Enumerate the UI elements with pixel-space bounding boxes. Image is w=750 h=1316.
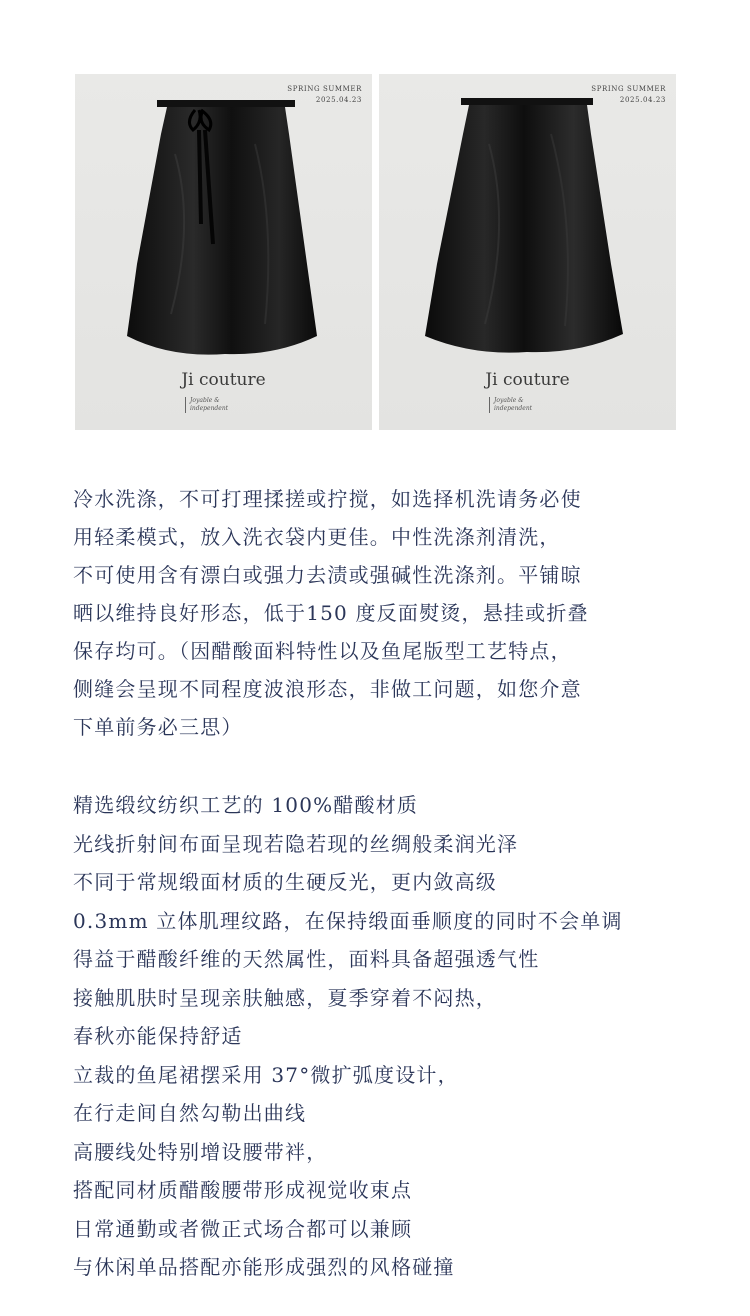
feature-line: 在行走间自然勾勒出曲线 (73, 1101, 307, 1125)
season-text: SPRING SUMMER (591, 85, 666, 93)
feature-line: 精选缎纹纺织工艺的 100%醋酸材质 (73, 793, 419, 817)
care-line: 冷水洗涤，不可打理揉搓或拧搅，如选择机洗请务必使 (73, 487, 582, 511)
feature-line: 接触肌肤时呈现亲肤触感，夏季穿着不闷热， (73, 985, 497, 1010)
product-photo-row (75, 74, 676, 430)
tagline-line-2: independent (190, 405, 229, 412)
product-photo-front-with-tie[interactable] (75, 74, 372, 430)
product-photo-front-plain[interactable] (379, 74, 676, 430)
feature-line: 高腰线处特别增设腰带袢， (73, 1139, 328, 1164)
care-line: 用轻柔模式，放入洗衣袋内更佳。中性洗涤剂清洗， (73, 525, 561, 549)
care-instructions (73, 480, 713, 746)
care-line: 下单前务必三思） (73, 715, 243, 739)
brand-logo-text: Ji couture (181, 370, 266, 390)
tagline-line-1: Joyable & (190, 397, 220, 404)
season-date: 2025.04.23 (315, 96, 362, 104)
brand-tagline (185, 397, 228, 413)
season-date: 2025.04.23 (619, 96, 666, 104)
feature-line: 搭配同材质醋酸腰带形成视觉收束点 (73, 1178, 413, 1202)
tagline-line-2: independent (494, 405, 533, 412)
brand-tagline (489, 397, 532, 413)
tagline-line-1: Joyable & (494, 397, 524, 404)
care-line: 侧缝会呈现不同程度波浪形态，非做工问题，如您介意 (73, 677, 582, 701)
care-line: 不可使用含有漂白或强力去渍或强碱性洗涤剂。平铺晾 (73, 563, 582, 587)
feature-line: 不同于常规缎面材质的生硬反光，更内敛高级 (73, 870, 497, 894)
fabric-features (73, 786, 733, 1287)
care-line: 保存均可。（因醋酸面料特性以及鱼尾版型工艺特点， (73, 639, 572, 663)
brand-logo-text: Ji couture (485, 370, 570, 390)
season-text: SPRING SUMMER (287, 85, 362, 93)
feature-line: 与休闲单品搭配亦能形成强烈的风格碰撞 (73, 1255, 455, 1279)
feature-line: 春秋亦能保持舒适 (73, 1024, 243, 1048)
feature-line: 光线折射间布面呈现若隐若现的丝绸般柔润光泽 (73, 831, 519, 856)
care-line: 晒以维持良好形态，低于150 度反面熨烫，悬挂或折叠 (73, 601, 589, 625)
feature-line: 得益于醋酸纤维的天然属性，面料具备超强透气性 (73, 947, 540, 971)
feature-line: 日常通勤或者微正式场合都可以兼顾 (73, 1216, 413, 1241)
feature-line: 立裁的鱼尾裙摆采用 37°微扩弧度设计， (73, 1062, 459, 1087)
feature-line: 0.3mm 立体肌理纹路，在保持缎面垂顺度的同时不会单调 (73, 908, 623, 933)
